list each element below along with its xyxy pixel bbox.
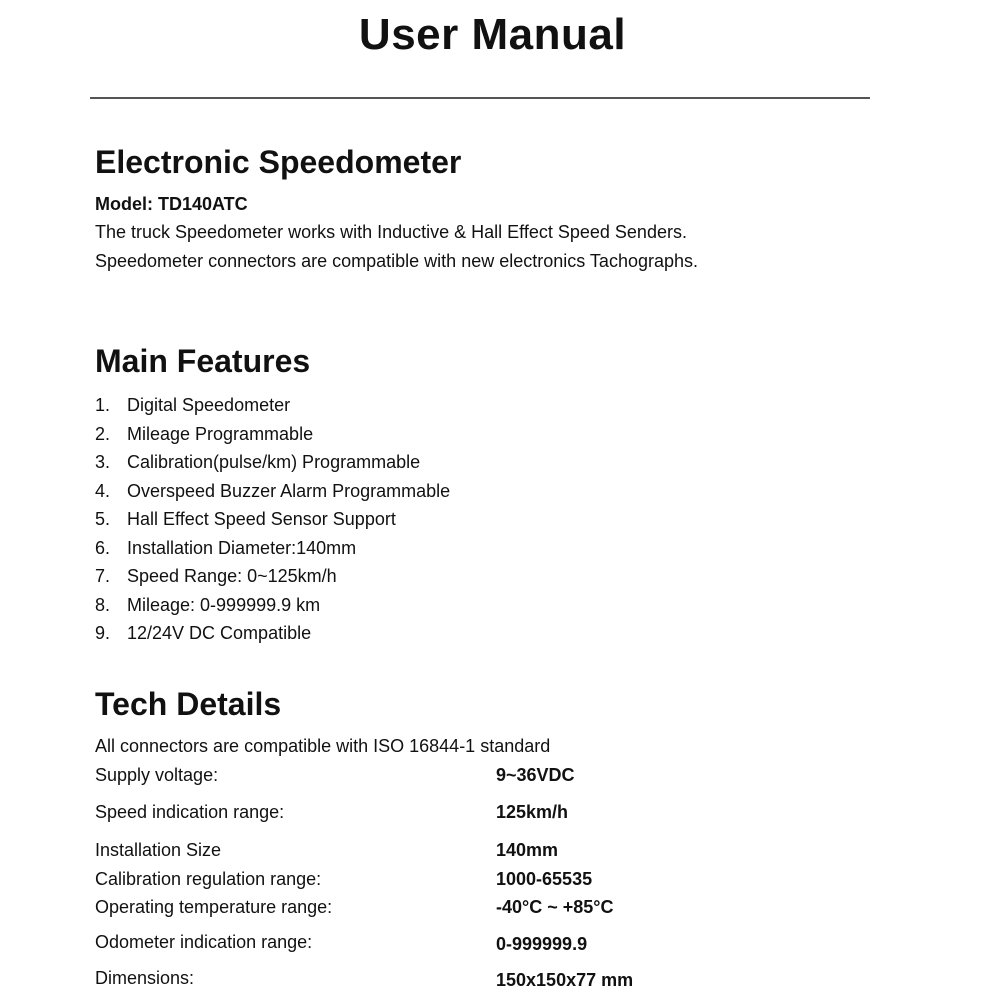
spec-label: Calibration regulation range: [95, 869, 322, 889]
spec-value: 140mm [496, 840, 559, 860]
document-title: User Manual [358, 10, 627, 59]
product-title: Electronic Speedometer [95, 144, 462, 180]
spec-value: 0-999999.9 [496, 934, 588, 954]
feature-number: 8. [95, 594, 111, 615]
spec-value: -40°C ~ +85°C [496, 897, 614, 917]
feature-number: 1. [95, 395, 111, 415]
spec-row-dimensions [0, 968, 1000, 992]
title-divider [90, 97, 870, 99]
feature-text: Digital Speedometer [127, 395, 291, 415]
tech-intro: All connectors are compatible with ISO 16844-1 standard [95, 736, 551, 756]
feature-number: 4. [95, 480, 111, 501]
feature-text: Installation Diameter:140mm [127, 537, 357, 558]
feature-number: 9. [95, 623, 111, 643]
spec-row-operating-temperature [0, 897, 1000, 921]
spec-value: 1000-65535 [496, 869, 593, 889]
feature-text: Hall Effect Speed Sensor Support [127, 509, 396, 529]
spec-row-odometer-range [0, 932, 1000, 956]
feature-text: Mileage: 0-999999.9 km [127, 594, 321, 615]
spec-row-speed-range [0, 802, 1000, 826]
spec-value: 9~36VDC [496, 765, 575, 785]
feature-text: 12/24V DC Compatible [127, 623, 312, 643]
tech-heading: Tech Details [95, 686, 282, 722]
feature-item [95, 395, 450, 424]
spec-row-supply-voltage [0, 765, 1000, 789]
features-list [95, 395, 450, 652]
feature-number: 7. [95, 566, 111, 586]
feature-item [95, 538, 450, 567]
spec-label: Supply voltage: [95, 765, 219, 785]
spec-label: Installation Size [95, 840, 222, 860]
feature-number: 6. [95, 537, 111, 558]
spec-label: Speed indication range: [95, 802, 285, 822]
feature-item [95, 452, 450, 481]
model-label: Model: TD140ATC [95, 194, 248, 214]
feature-text: Calibration(pulse/km) Programmable [127, 452, 421, 472]
spec-row-calibration-range [0, 869, 1000, 893]
feature-item [95, 424, 450, 453]
feature-item [95, 595, 450, 624]
spec-row-installation-size [0, 840, 1000, 864]
feature-item [95, 623, 450, 652]
feature-item [95, 509, 450, 538]
feature-text: Speed Range: 0~125km/h [127, 566, 337, 586]
spec-value: 150x150x77 mm [496, 970, 634, 990]
feature-item [95, 566, 450, 595]
feature-item [95, 481, 450, 510]
feature-text: Mileage Programmable [127, 423, 314, 444]
description-line-2: Speedometer connectors are compatible with new electronics Tachographs. [95, 251, 698, 271]
spec-value: 125km/h [496, 802, 569, 822]
feature-text: Overspeed Buzzer Alarm Programmable [127, 480, 451, 501]
spec-label: Odometer indication range: [95, 932, 313, 952]
features-heading: Main Features [95, 343, 311, 379]
spec-label: Dimensions: [95, 968, 195, 988]
feature-number: 3. [95, 452, 111, 472]
spec-label: Operating temperature range: [95, 897, 333, 917]
feature-number: 5. [95, 509, 111, 529]
feature-number: 2. [95, 423, 111, 444]
description-line-1: The truck Speedometer works with Inductive & Hall Effect Speed Senders. [95, 222, 687, 242]
